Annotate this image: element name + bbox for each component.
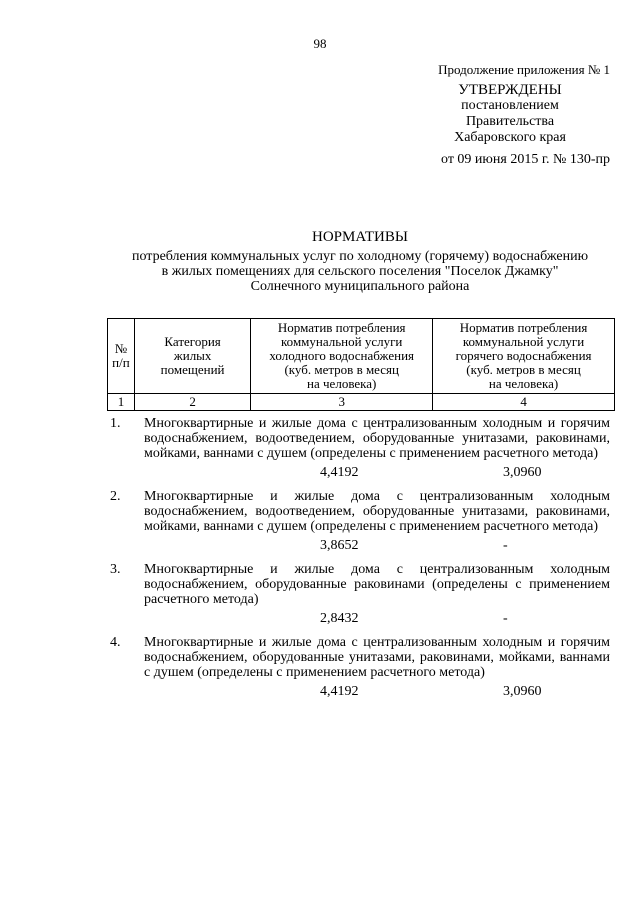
decree-date: от 09 июня 2015 г. № 130-пр — [441, 152, 610, 167]
hot-water-value: 3,0960 — [503, 465, 542, 480]
approval-stamp-block — [410, 62, 610, 168]
column-number: 3 — [251, 394, 433, 411]
table-row — [110, 562, 610, 629]
column-number: 4 — [433, 394, 615, 411]
table-row — [110, 416, 610, 483]
approval-line: постановлением — [461, 98, 559, 113]
subtitle-line: в жилых помещениях для сельского поселения "Поселок Джамку" — [161, 264, 559, 279]
subtitle-line: Солнечного муниципального района — [250, 279, 470, 294]
cold-water-value: 4,4192 — [320, 465, 359, 480]
hot-water-value: - — [503, 538, 508, 553]
header-hot-water: Норматив потребления коммунальной услуги горячего водоснабжения (куб. метров в месяц на человека) — [433, 319, 615, 394]
document-title-block — [90, 230, 630, 294]
header-number: № п/п — [108, 319, 135, 394]
cold-water-value: 4,4192 — [320, 684, 359, 699]
row-number: 3. — [110, 562, 121, 577]
appendix-continuation: Продолжение приложения № 1 — [438, 62, 610, 77]
column-number: 1 — [108, 394, 135, 411]
table-row — [110, 635, 610, 702]
document-title: НОРМАТИВЫ — [312, 229, 408, 245]
hot-water-value: 3,0960 — [503, 684, 542, 699]
norms-rows — [110, 416, 610, 708]
subtitle-line: потребления коммунальных услуг по холодному (горячему) водоснабжению — [131, 249, 589, 264]
hot-water-value: - — [503, 611, 508, 626]
row-description: Многоквартирные и жилые дома с централизованным холодным водоснабжением, водоотведением, оборудованные унитазами, раковинами, мойками, ваннами с душем (определены с применением расчетного метода) — [144, 489, 610, 534]
table-row — [110, 489, 610, 556]
header-cold-water: Норматив потребления коммунальной услуги холодного водоснабжения (куб. метров в месяц на человека) — [251, 319, 433, 394]
row-description: Многоквартирные и жилые дома с централизованным холодным водоснабжением, оборудованные раковинами (определены с применением расчетного метода) — [144, 562, 610, 607]
approval-line: Хабаровского края — [454, 130, 566, 145]
page-number: 98 — [313, 36, 327, 51]
row-number: 1. — [110, 416, 121, 431]
row-description: Многоквартирные и жилые дома с централизованным холодным и горячим водоснабжением, оборудованные унитазами, раковинами, мойками, ваннами с душем (определены с применением расчетного метода) — [144, 635, 610, 680]
cold-water-value: 2,8432 — [320, 611, 359, 626]
row-number: 2. — [110, 489, 121, 504]
header-category: Категория жилых помещений — [134, 319, 250, 394]
cold-water-value: 3,8652 — [320, 538, 359, 553]
approved-heading: УТВЕРЖДЕНЫ — [458, 82, 562, 98]
column-number: 2 — [134, 394, 250, 411]
row-number: 4. — [110, 635, 121, 650]
row-description: Многоквартирные и жилые дома с централизованным холодным и горячим водоснабжением, водоотведением, оборудованные унитазами, раковинами, мойками, ваннами с душем (определены с применением расчетного метода) — [144, 416, 610, 461]
approval-line: Правительства — [465, 114, 555, 129]
norms-table-header — [107, 318, 615, 411]
